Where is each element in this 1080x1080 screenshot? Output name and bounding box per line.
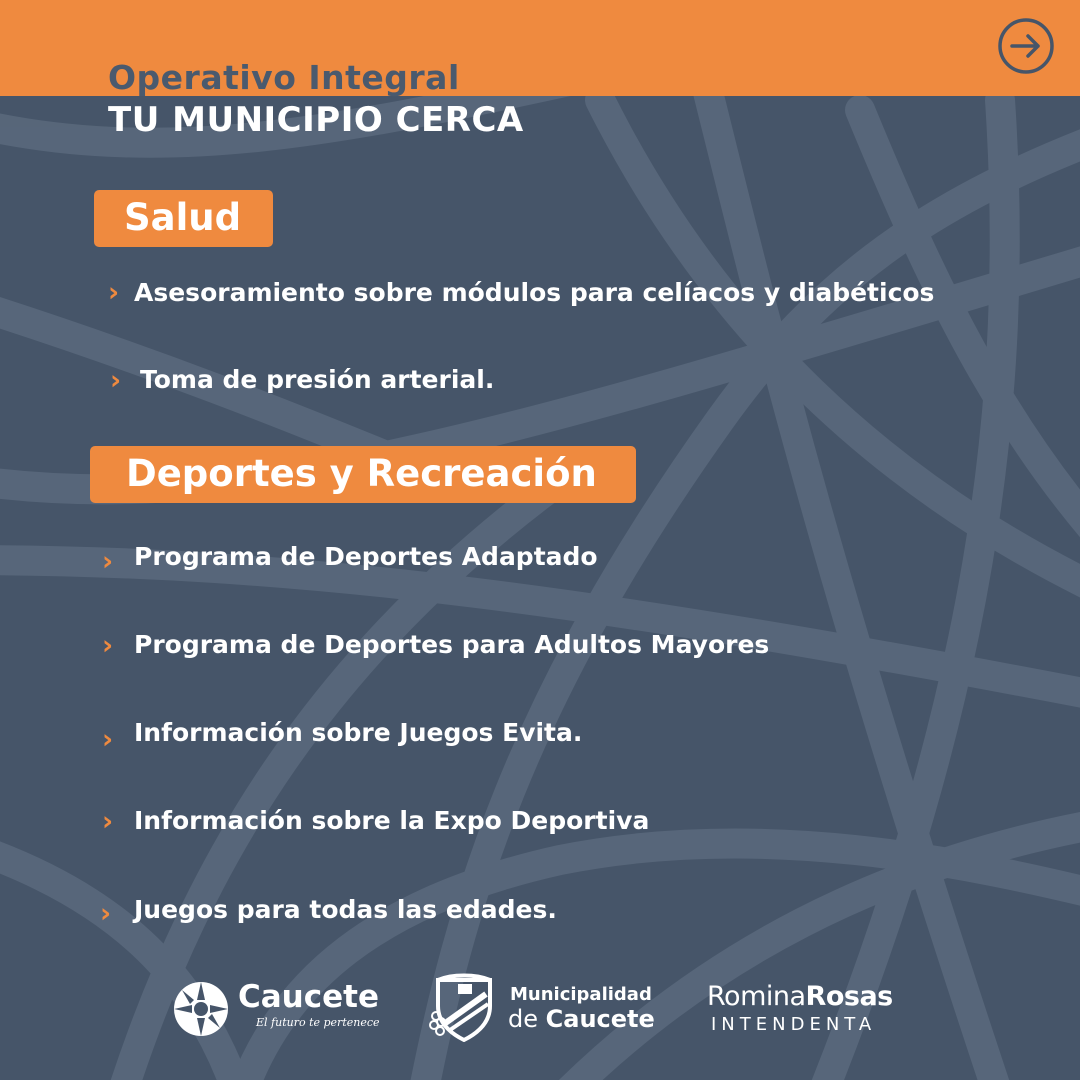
chevron-right-icon: › [108, 277, 120, 308]
municipalidad-logo [428, 972, 658, 1042]
chevron-right-icon: › [102, 546, 114, 577]
romina-role: INTENDENTA [711, 1014, 877, 1035]
caucete-slogan: El futuro te pertenece [256, 1016, 380, 1029]
section-label-salud: Salud [94, 190, 273, 247]
chevron-right-icon: › [102, 630, 114, 661]
header-title: TU MUNICIPIO CERCA [108, 100, 524, 140]
list-item: Juegos para todas las edades. [134, 895, 557, 924]
municipalidad-line1: Municipalidad [510, 984, 652, 1005]
caucete-emblem-icon [172, 980, 230, 1038]
list-item: Información sobre la Expo Deportiva [134, 806, 650, 835]
list-item: Programa de Deportes Adaptado [134, 542, 598, 571]
municipalidad-prefix: de [508, 1005, 546, 1033]
romina-last-name: Rosas [805, 981, 893, 1012]
chevron-right-icon: › [102, 724, 114, 755]
romina-first-name: Romina [707, 981, 806, 1012]
municipal-shield-icon [428, 972, 500, 1042]
list-item: Información sobre Juegos Evita. [134, 718, 583, 747]
romina-name [707, 980, 893, 1014]
list-item: Asesoramiento sobre módulos para celíacos y diabéticos [134, 278, 935, 307]
list-item: Toma de presión arterial. [140, 365, 495, 394]
arrow-right-circle-icon[interactable] [998, 18, 1054, 74]
romina-rosas-logo [707, 980, 917, 1040]
header-subtitle: Operativo Integral [108, 58, 460, 97]
caucete-logo [172, 978, 380, 1038]
chevron-right-icon: › [102, 806, 114, 837]
section-label-deportes: Deportes y Recreación [90, 446, 636, 503]
municipalidad-line2 [508, 1004, 655, 1034]
caucete-wordmark: Caucete [238, 979, 379, 1015]
list-item: Programa de Deportes para Adultos Mayores [134, 630, 770, 659]
chevron-right-icon: › [100, 898, 112, 929]
municipalidad-name: Caucete [545, 1005, 655, 1033]
chevron-right-icon: › [110, 365, 122, 396]
